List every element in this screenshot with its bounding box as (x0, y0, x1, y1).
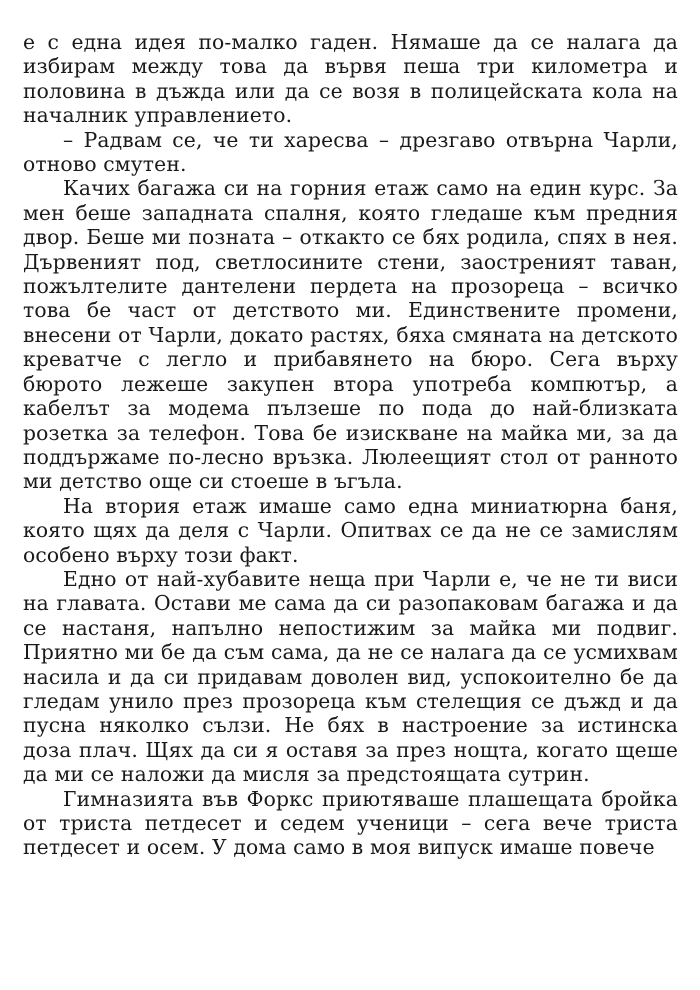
paragraph-charlie: Едно от най-хубавите неща при Чарли е, че не ти виси на главата. Остави ме сама да си разопаковам багажа и да се настаня, напълно непостижим за майка ми подвиг. Приятно ми бе да съм сама, да не се налага да се усмихвам насила и да си придавам доволен вид, успокоително бе да гледам унило през прозореца към стелещия се дъжд и да пусна няколко сълзи. Не бях в настроение за истинска доза плач. Щях да си я оставя за през нощта, когато щеше да ми се наложи да мисля за предстоящата сутрин. (23, 566, 678, 787)
paragraph-dialogue: – Радвам се, че ти харесва – дрезгаво отвърна Чарли, отново смутен. (23, 127, 678, 177)
page-text-body (23, 30, 678, 860)
paragraph-bedroom: Качих багажа си на горния етаж само на един курс. За мен беше западната спалня, която гледаше към предния двор. Беше ми позната – откакто се бях родила, спях в нея. Дървеният под, светлосините стени, заостреният таван, пожълтелите дантелени пердета на прозореца – всичко това бе част от детството ми. Единствените промени, внесени от Чарли, докато растях, бяха смяната на детското креватче с легло и прибавянето на бюро. Сега върху бюрото лежеше закупен втора употреба компютър, а кабелът за модема пълзеше по пода до най-близката розетка за телефон. Това бе изискване на майка ми, за да поддържаме по-лесно връзка. Люлеещият стол от ранното ми детство още си стоеше в ъгъла. (23, 176, 678, 494)
paragraph-bathroom: На втория етаж имаше само една миниатюрна баня, която щях да деля с Чарли. Опитвах се да не се замислям особено върху този факт. (23, 493, 678, 567)
paragraph-school: Гимназията във Форкс приютяваше плашещата бройка от триста петдесет и седем ученици – сега вече триста петдесет и осем. У дома само в моя випуск имаше повече (23, 786, 678, 860)
paragraph-continuation: е с една идея по-малко гаден. Нямаше да се налага да избирам между това да вървя пеша три километра и половина в дъжда или да се возя в полицейската кола на началник управлението. (23, 30, 678, 128)
